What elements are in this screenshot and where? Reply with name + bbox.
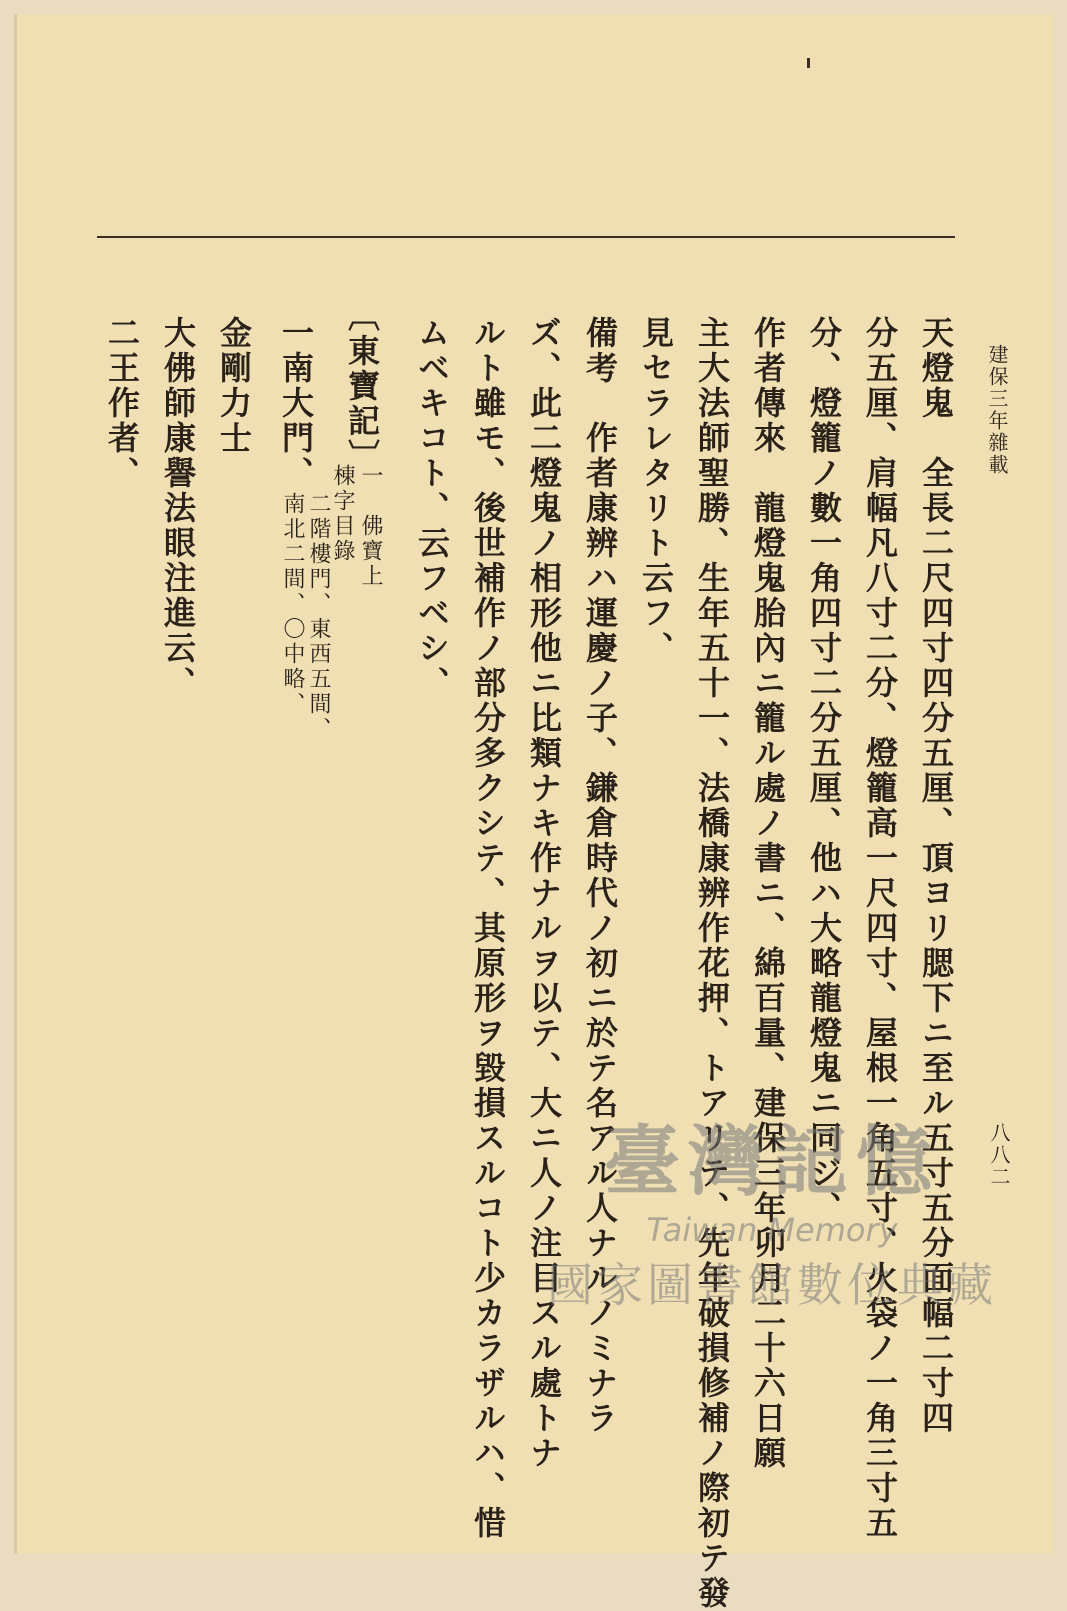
ink-mark xyxy=(807,58,810,68)
sub-text-column: 一 佛寶上 xyxy=(358,464,383,589)
text-column: 二王作者、 xyxy=(103,316,141,491)
page-number: 八八二 xyxy=(987,1122,1011,1188)
watermark-institution: 國家圖書館數位典藏 xyxy=(547,1258,997,1312)
text-column: ルト雖モ、後世補作ノ部分多クシテ、其原形ヲ毀損スルコト少カラザルハ、惜 xyxy=(469,316,507,1541)
text-column: 金剛力士 xyxy=(215,316,253,456)
text-column: 分、燈籠ノ數一角四寸二分五厘、他ハ大略龍燈鬼ニ同ジ、 xyxy=(805,316,843,1226)
source-heading: 〔東寶記〕 xyxy=(343,299,381,474)
sub-text-column: 棟字目錄 xyxy=(330,464,355,564)
text-column: 主大法師聖勝、生年五十一、法橋康辨作花押、トアリテ、先年破損修補ノ際初テ發 xyxy=(693,316,731,1611)
sub-text-column: 二階樓門、東西五間、 xyxy=(306,492,331,742)
document-page xyxy=(14,14,1053,1611)
header-rule xyxy=(97,236,955,238)
text-column: 備考 作者康辨ハ運慶ノ子、鎌倉時代ノ初ニ於テ名アル人ナルノミナラ xyxy=(581,316,619,1436)
sub-text-column: 南北二間、〇中略、 xyxy=(280,492,305,717)
watermark-title: 臺灣記憶 xyxy=(604,1117,940,1206)
text-column: 天燈鬼 全長二尺四寸四分五厘、頂ヨリ腮下ニ至ル五寸五分面幅二寸四 xyxy=(917,316,955,1436)
running-title: 建保三年雜載 xyxy=(985,344,1009,476)
text-column: ムベキコト、云フベシ、 xyxy=(413,316,451,701)
text-column: 一南大門、 xyxy=(277,316,315,491)
text-column: ズ、此二燈鬼ノ相形他ニ比類ナキ作ナルヲ以テ、大ニ人ノ注目スル處トナ xyxy=(525,316,563,1471)
watermark-english: Taiwan Memory xyxy=(646,1211,898,1249)
text-column: 作者傳來 龍燈鬼胎內ニ籠ル處ノ書ニ、綿百量、建保三年卯月二十六日願 xyxy=(749,316,787,1471)
text-column: 見セラレタリト云フ、 xyxy=(637,316,675,666)
text-column: 分五厘、肩幅凡八寸二分、燈籠高一尺四寸、屋根一角五寸、火袋ノ一角三寸五 xyxy=(861,316,899,1541)
text-column: 大佛師康譽法眼注進云、 xyxy=(159,316,197,701)
